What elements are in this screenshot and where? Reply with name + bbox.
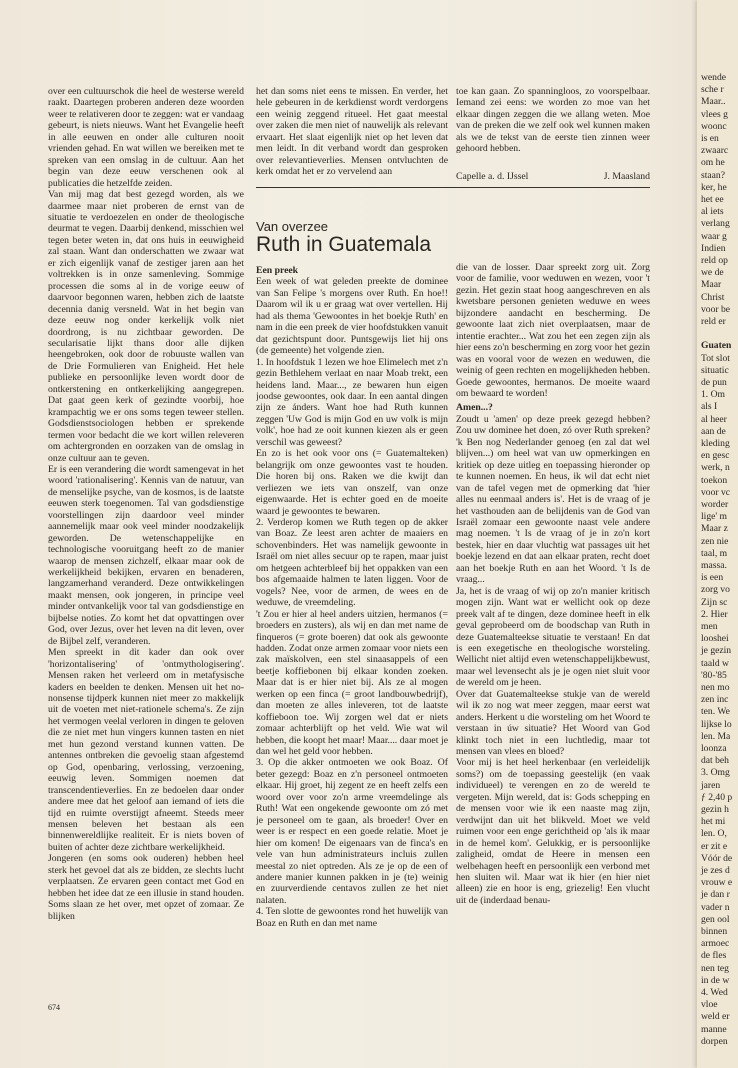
paragraph: die van de losser. Daar spreekt zorg uit. Zorg voor de familie, voor weduwen en wezen, voor 't gezin. Het gezin staat hoog aangeschreven en als kwetsbare personen genieten weduwe en wees bijzondere aandacht en bescherming. De gewoonte laat zich niet overplaatsen, maar de intentie erachter... Wat zou het een zegen zijn als hier eens zo'n bescherming en zorg voor het gezin was en vooral voor de wezen en weduwen, die weinig of geen rechten en mogelijkheden hebben. Goede gewoontes, hermanos. De moeite waard om bewaard te worden! [456, 262, 650, 399]
next-page-fragment: en gesc [701, 450, 730, 462]
subheading: Een preek [256, 265, 299, 276]
paragraph: 1. In hoofdstuk 1 lezen we hoe Elimelech met z'n gezin Bethlehem verlaat en naar Moab trekt, een heidens land. Maar..., ze bewaren hun eigen joodse gewoontes, ook daar. In een aantal dingen zijn ze ánders. Want hoe had Ruth kunnen zeggen 'Uw God is mijn God en uw volk is mijn volk', hoe had ze ooit kunnen kiezen als er geen verschil was geweest? [256, 356, 448, 448]
next-page-fragment: reld op [701, 255, 728, 266]
next-page-fragment: nen teg [701, 962, 729, 974]
paragraph: Jongeren (en soms ook ouderen) hebben heel sterk het gevoel dat als ze bidden, ze slechts lucht verplaatsen. Ze ervaren geen contact met God en hebben het idee dat ze een illusie in stand houden. Soms slaan ze het over, met opzet of zomaar. Ze blijken [48, 853, 244, 922]
next-page-fragment: werk, n [701, 462, 730, 474]
next-page-fragment: is en [701, 133, 719, 144]
next-page-fragment: 2. Hier [701, 608, 728, 620]
next-page-fragment: len. Ma [701, 730, 731, 742]
next-page-fragment: als I [701, 401, 718, 413]
next-page-fragment: er zit e [701, 840, 728, 852]
adjacent-page-edge [697, 0, 738, 1068]
next-page-fragment: in de w [701, 974, 730, 986]
next-page-fragment: is een [701, 572, 724, 584]
next-page-fragment: 4. Wed [701, 987, 728, 998]
next-page-fragment: '80-'85 [701, 669, 727, 681]
next-page-fragment: armoec [701, 938, 730, 950]
next-page-fragment: Guaten [701, 340, 732, 352]
article-kicker: Van overzee [256, 219, 329, 234]
next-page-fragment: om he [701, 157, 725, 169]
next-page-fragment: je gezin [701, 645, 732, 657]
next-page-fragment: sche r [701, 84, 724, 96]
next-page-fragment: al iets [701, 206, 724, 218]
column-2-top [256, 86, 448, 181]
next-page-fragment: len. O, [701, 828, 727, 840]
next-page-fragment: je dan r [701, 889, 730, 901]
next-page-fragment: worder [701, 499, 729, 510]
signature-author: J. Maasland [603, 171, 650, 182]
next-page-fragment: het mi [701, 816, 726, 828]
next-page-fragment: gezin h [701, 804, 729, 815]
next-page-fragment: taald w [701, 657, 729, 669]
next-page-fragment: ten. We [701, 706, 730, 718]
next-page-fragment: 1. Om [701, 389, 725, 401]
paragraph: En zo is het ook voor ons (= Guatemalteken) belangrijk om onze gewoontes vast te houden. Die horen bij ons. Raken we die kwijt dan verliezen we iets van onszelf, van onze eigenwaarde. Het is echter goed en de moeite waard je gewoontes te bewaren. [256, 448, 448, 517]
next-page-fragment: de pun [701, 377, 727, 388]
next-page-fragment: Maar [701, 279, 722, 291]
next-page-fragment: Christ [701, 291, 725, 303]
next-page-fragment: zen nie [701, 535, 729, 547]
next-page-fragment: waar g [701, 230, 727, 242]
next-page-fragment: al heer [701, 413, 727, 425]
paragraph: Er is een verandering die wordt samengevat in het woord 'rationalisering'. Kennis van de natuur, van de menselijke psyche, van de kosmos, is de laatste eeuwen sterk toegenomen. Tal van godsdienstige voorstellingen zijn daardoor veel minder aannemelijk maar ook veel minder noodzakelijk geworden. De wetenschappelijke en technologische vooruitgang heeft zo de manier waarop de mensen zichzelf, elkaar maar ook de werkelijkheid bekijken, ervaren en benaderen, langzamerhand veranderd. Deze ontwikkelingen maakt mensen, ook jongeren, in principe veel minder ontvankelijk voor tal van godsdienstige en bijbelse noties. Zo komt het dat opvattingen over God, over Jezus, over het leven na dit leven, over de Bijbel zelf, veranderen. [48, 463, 244, 647]
article-divider [256, 187, 650, 188]
next-page-fragment: 3. Omg [701, 767, 730, 779]
next-page-fragment: vloe [701, 999, 718, 1011]
next-page-fragment: manne [701, 1023, 727, 1035]
next-page-fragment: massa. [701, 560, 727, 571]
next-page-fragment: voor vc [701, 486, 731, 498]
next-page-fragment: ker, he [701, 181, 727, 193]
next-page-fragment: reld er [701, 316, 726, 327]
next-page-fragment: je zes d [701, 865, 730, 876]
next-page-fragment: zorg vo [701, 584, 730, 596]
paragraph: Van mij mag dat best gezegd worden, als we daarmee maar niet proberen de ernst van de situatie te verdoezelen en onder de theologische deurmat te vegen. Daarbij denkend, misschien wel tegen beter weten in, dat ons huis in eeuwigheid zal staan. Want dan onderschatten we zwaar wat er zich eigenlijk vanaf de zestiger jaren aan het voltrekken is in onze samenleving. Sommige processen die soms al in de vorige eeuw of daarvoor begonnen waren, hebben zich de laatste decennia danig versneld. Wat in het begin van deze eeuw nog onder kerkelijk volk niet doordrong, is nu zichtbaar geworden. De secularisatie lijkt thans door alle dijken heengebroken, ook door de robuuste wallen van de Drie Formulieren van Enigheid. Het hele publieke en persoonlijke leven wordt door de ontkerstening en ontkerkelijking aangegrepen. Dat gaat geen kerk of gezindte voorbij, hoe krampachtig we er ons soms tegen teweer stellen. Godsdienstsociologen hebben er sprekende termen voor bedacht die we kort willen releveren om achtergronden en oorzaken van de omslag in onze cultuur aan te geven. [48, 189, 244, 464]
next-page-fragment: lige' m [701, 511, 727, 523]
paragraph: Voor mij is het heel herkenbaar (en verleidelijk soms?) om de toepassing geestelijk (en vaak individueel) te verengen en zo de wereld te vergeten. Mijn wereld, dat is: Gods schepping en de mensen voor wie ik een naaste mag zijn, verdwijnt dan uit het blikveld. Moet we veld ruimen voor een enge gerichtheid op 'als ik maar in de hemel kom'. Gelukkig, er is persoonlijke zaligheid, omdat de Heere in mensen een welbehagen heeft en persoonlijk een verbond met hen sluiten wil. Maar wat ik hier (en hier niet alleen) zie en hoor is eng, griezelig! Een vlucht uit de (inderdaad benau- [456, 757, 650, 906]
next-page-fragment: toekon [701, 474, 728, 486]
paragraph: 't Zou er hier al heel anders uitzien, hermanos (= broeders en zusters), als wij en dan met name de finqueros (= grote boeren) dat ook als gewoonte hadden. Zodat onze armen zomaar voor niets een zak maïskolven, een stel sinaasappels of een beetje koffiebonen bij elkaar konden zoeken. Maar dat is er hier niet bij. Als ze al mogen werken op een finca (= groot landbouwbedrijf), dan moeten ze alles inleveren, tot de laatste koffieboon toe. Wij zorgen wel dat er niets zomaar achterblijft op het veld. Wie wat wil hebben, die koopt het maar! Maar.... daar moet je dan wel het geld voor hebben. [256, 608, 448, 758]
next-page-fragment: situatic [701, 364, 729, 376]
paragraph: Ja, het is de vraag of wij op zo'n manier kritisch mogen zijn. Want wat er wellicht ook op deze preek valt af te dingen, deze dominee heeft in elk geval geprobeerd om de boodschap van Ruth in deze Guatemalteekse situatie te verstaan! En dat is een exegetische en theologische worsteling. Wellicht niet altijd even wetenschappelijkbewust, maar wel levensecht als je je ogen niet sluit voor de wereld om je heen. [456, 585, 650, 689]
next-page-fragment: vlees g [701, 108, 728, 120]
next-page-fragment: de fles [701, 950, 727, 962]
paragraph: Men spreekt in dit kader dan ook over 'horizontalisering' of 'ontmythologisering'. Mensen raken het verleerd om in metafysische kaders en beelden te denken. Mensen uit het no-nonsense tijdperk kunnen niet meer zo makkelijk uit de voeten met niet-rationele schema's. Ze zijn het vermogen veelal verloren in dingen te geloven die ze niet met hun vingers kunnen tasten en niet met hun gezond verstand kunnen vatten. De antennes ontbreken die gevoelig staan afgestemd op God, openbaring, verlossing, verzoening, eeuwig leven. Sommigen noemen dat transcendentieverlies. En ze bedoelen daar onder andere mee dat het geloof aan iemand of iets die tijd en ruimte overstijgt afneemt. Steeds meer mensen beleven het bestaan als een binnenwereldlijke realiteit. Er is niets boven of buiten of achter deze zichtbare werkelijkheid. [48, 647, 244, 853]
next-page-fragment: Maar z [701, 523, 728, 535]
next-page-fragment: voor be [701, 303, 731, 315]
article-column-2 [456, 262, 650, 1020]
next-page-fragment: Maar.. [701, 96, 726, 108]
signature-place: Capelle a. d. IJssel [456, 171, 529, 182]
next-page-fragment: jaren [701, 779, 721, 791]
next-page-fragment: dorpen [701, 1035, 728, 1047]
next-page-fragment: Indien [701, 242, 726, 254]
article-headline: Ruth in Guatemala [256, 233, 432, 256]
next-page-fragment: kleding [701, 438, 730, 449]
paragraph: 4. Ten slotte de gewoontes rond het huwelijk van Boaz en Ruth en dan met name [256, 906, 448, 929]
next-page-fragment: het ee [701, 194, 724, 205]
next-page-fragment: verlang [701, 218, 730, 230]
signature-line [456, 171, 650, 182]
paragraph: Zoudt u 'amen' op deze preek gezegd hebben? Zou uw dominee het doen, zó over Ruth spreken? 'k Ben nog Nederlander genoeg (en zal dat wel blijven...) om heel wat van uw opmerkingen en kritiek op deze uitleg en toepassing hieronder op te kunnen noemen. En heus, ik wil dat echt niet van de tafel vegen met de opmerking dat 'hier alles nu eenmaal anders is'. Het is de vraag of je het vasthouden aan de belijdenis van de God van Israël zomaar een gewoonte naast vele andere mag noemen. 't Is de vraag of je in zo'n kort bestek, hier en daar vluchtig wat passages uit het boekje lezend en dat aan elkaar praten, recht doet aan het boekje Ruth en aan het Woord. 't Is de vraag... [456, 413, 650, 586]
next-page-fragment: zwaarc [701, 145, 729, 157]
next-page-fragment: ƒ 2,40 p [701, 791, 733, 803]
next-page-fragment: vader n [701, 901, 730, 913]
next-page-fragment: wende [701, 72, 727, 83]
paragraph: 2. Verderop komen we Ruth tegen op de akker van Boaz. Ze leest aren achter de maaiers en schovenbinders. Het was namelijk gewoonte in Israël om niet alles secuur op te rapen, maar juist om hetgeen achterbleef bij het oppakken van een bos afgemaaide halmen te laten liggen. Voor de vogels? Nee, voor de armen, de wees en de weduwe, de vreemdeling. [256, 516, 448, 609]
next-page-fragment: zen inc [701, 694, 729, 706]
next-page-fragment: dat beh [701, 755, 729, 767]
column-1 [48, 86, 244, 978]
next-page-fragment: taal, m [701, 547, 728, 559]
paragraph: over een cultuurschok die heel de westerse wereld raakt. Daartegen proberen anderen deze woorden weer te relativeren door te zeggen: wat er vandaag gebeurt, is niets nieuws. Want het Evangelie heeft in alle eeuwen en onder alle culturen nooit vrienden gehad. En wat willen we bereiken met te spreken van een omslag in de cultuur. Aan het begin van deze eeuw verschenen ook al publicaties die hetzelfde zeiden. [48, 86, 244, 189]
subheading: Amen...? [456, 402, 493, 414]
next-page-fragment: we de [701, 267, 724, 279]
next-page-fragment: staan? [701, 169, 725, 181]
column-3-top [456, 86, 650, 161]
paragraph: het dan soms niet eens te missen. En verder, het hele gebeuren in de kerkdienst wordt verdorgens een weinig zeggend ritueel. Het gaat meestal over zaken die men niet of nauwelijk als relevant ervaart. Het slaat eigenlijk niet op het leven dat men leidt. In dit verband wordt dan gesproken over relevantieverlies. Mensen ontvluchten de kerk omdat het er zo vervelend aan [256, 86, 448, 178]
next-page-fragment: lijkse lo [701, 718, 732, 730]
next-page-fragment: woonc [701, 120, 727, 132]
paragraph: Een week of wat geleden preekte de dominee van San Felipe 's morgens over Ruth. En hoe!! Daarom wil ik u er graag wat over vertellen. Hij had als thema 'Gewoontes in het boekje Ruth' en nam in die een preek de vier hoofdstukken vanuit dat gezichtspunt door. Puntsgewijs liet hij ons (de gemeente) het volgende zien. [256, 276, 448, 357]
next-page-fragment: nen mo [701, 682, 730, 693]
page-number: 674 [48, 1003, 60, 1012]
paragraph: toe kan gaan. Zo spanningloos, zo voorspelbaar. Iemand zei eens: we worden zo moe van het elkaar dingen zeggen die we allang weten. Moe van de preken die we zelf ook wel kunnen maken als we de tekst van de eerste tien zinnen weer gehoord hebben. [456, 86, 650, 155]
next-page-fragment: Tot slot [701, 352, 730, 364]
paragraph: 3. Op die akker ontmoeten we ook Boaz. Of beter gezegd: Boaz en z'n personeel ontmoeten elkaar. Hij groet, hij zegent ze en heeft zelfs een woord over voor zo'n arme vreemdelinge als Ruth! Wat een ongekende gewoonte om zó met je personeel om te gaan, als broeder! Over en weer is er respect en een goede relatie. Moet je hier om komen! De eigenaars van de finca's en vele van hun administrateurs incluis zullen meestal zo niet optreden. Als ze je op de een of andere manier kunnen pakken in je (te) weinig en zuurverdiende centavos zullen ze het niet nalaten. [256, 757, 448, 906]
article-column-1 [256, 262, 448, 1020]
next-page-fragment: gen ool [701, 913, 730, 925]
next-page-fragment: men [701, 621, 718, 632]
next-page-fragment: Vóór de [701, 852, 733, 864]
next-page-fragment: loonza [701, 743, 727, 754]
next-page-fragment: binnen [701, 926, 728, 937]
next-page-fragment: Zijn sc [701, 596, 728, 608]
paragraph: Over dat Guatemalteekse stukje van de wereld wil ik zo nog wat meer zeggen, maar eerst wat anders. Herkent u die worsteling om het Woord te verstaan in úw situatie? Het Woord van God klinkt toch niet in een luchtledig, maar tot mensen van vlees en bloed? [456, 688, 650, 758]
next-page-fragment: weld er [701, 1011, 730, 1023]
next-page-fragment: looshei [701, 633, 729, 645]
next-page-fragment: vrouw e [701, 877, 733, 889]
next-page-fragment: aan de [701, 425, 726, 437]
